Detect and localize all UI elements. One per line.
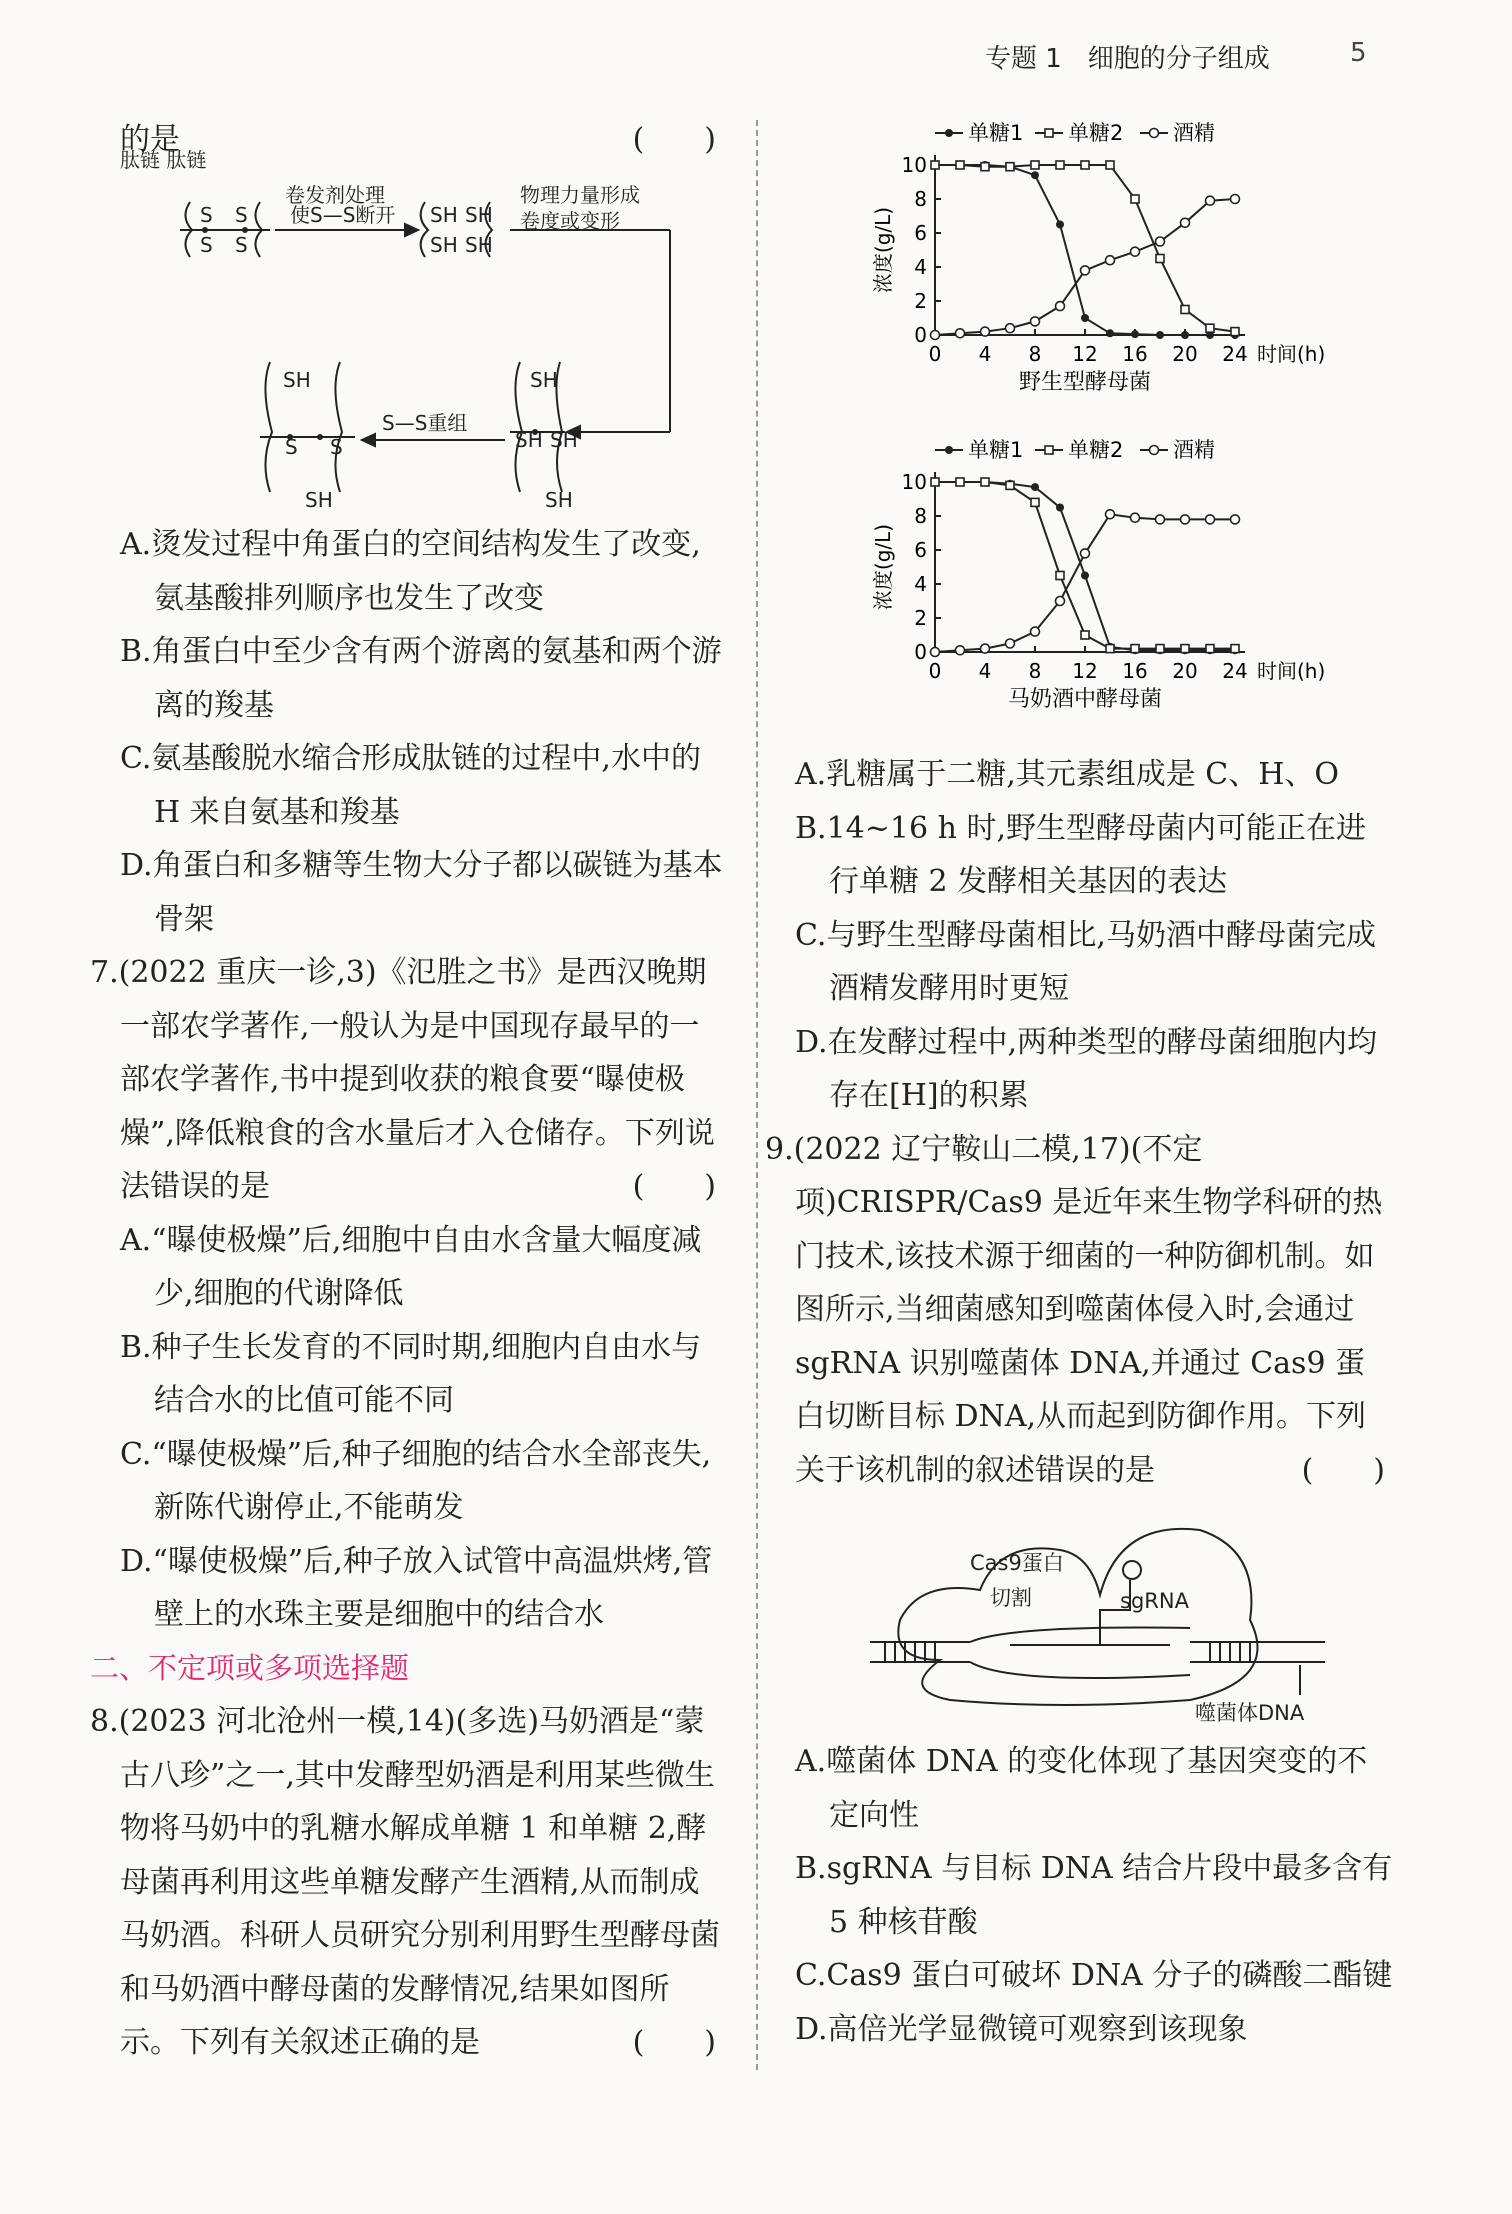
data-point: [1131, 645, 1139, 653]
left-column-body: [90, 518, 726, 2070]
data-point: [1106, 510, 1115, 519]
data-point: [1106, 645, 1114, 653]
data-point: [1181, 645, 1189, 653]
svg-text:S: S: [200, 203, 213, 227]
y-tick-label: 10: [901, 153, 927, 177]
x-tick-label: 4: [978, 342, 992, 366]
x-tick-label: 8: [1028, 342, 1042, 366]
cut-label: 切割: [990, 1586, 1032, 1610]
chart-koumiss-yeast: [840, 432, 1360, 742]
x-tick-label: 20: [1172, 659, 1198, 683]
answer-bracket: ( ): [632, 1169, 716, 1204]
data-point: [1081, 161, 1089, 169]
data-point: [1056, 161, 1064, 169]
data-point: [1181, 218, 1190, 227]
legend-entry-1: [1035, 438, 1123, 462]
svg-text:S: S: [235, 203, 248, 227]
q9-option-c[interactable]: C.Cas9 蛋白可破坏 DNA 分子的磷酸二酯键: [795, 1958, 1393, 1993]
data-point: [956, 478, 964, 486]
answer-bracket: ( ): [632, 122, 716, 157]
data-point: [1231, 328, 1239, 336]
data-point: [1056, 597, 1065, 606]
step2-label-b: 卷度或变形: [520, 209, 620, 233]
series-line: [935, 482, 1235, 649]
data-point: [1106, 256, 1115, 265]
x-tick-label: 16: [1122, 659, 1148, 683]
legend-label: 酒精: [1173, 438, 1215, 462]
legend-entry-0: [935, 121, 1023, 145]
data-point: [1206, 196, 1215, 205]
data-point: [1131, 195, 1139, 203]
series-line: [935, 165, 1235, 335]
data-point: [1231, 645, 1239, 653]
x-axis-label: 时间(h): [1257, 659, 1326, 683]
data-point: [945, 446, 953, 454]
data-point: [1056, 302, 1065, 311]
x-tick-label: 0: [928, 342, 942, 366]
data-point: [1056, 221, 1064, 229]
y-tick-label: 0: [914, 323, 927, 347]
q6-option-d[interactable]: D.角蛋白和多糖等生物大分子都以碳链为基本骨架: [120, 848, 723, 937]
data-point: [1156, 515, 1165, 524]
svg-text:S: S: [235, 233, 248, 257]
crispr-diagram: [860, 1510, 1340, 1730]
x-tick-label: 24: [1222, 342, 1248, 366]
legend-entry-0: [935, 438, 1023, 462]
series-line: [935, 165, 1235, 332]
data-point: [1045, 129, 1053, 137]
data-point: [931, 331, 940, 340]
data-point: [1006, 163, 1014, 171]
data-point: [1131, 330, 1139, 338]
data-point: [1006, 481, 1014, 489]
data-point: [931, 648, 940, 657]
step1-label-b: 使S—S断开: [290, 203, 396, 227]
chart-wild-type: [840, 115, 1360, 425]
svg-text:SH: SH: [515, 428, 543, 452]
data-point: [1231, 195, 1240, 204]
y-tick-label: 4: [914, 255, 927, 279]
y-tick-label: 8: [914, 504, 927, 528]
legend-entry-1: [1035, 121, 1123, 145]
data-point: [1056, 504, 1064, 512]
series-0: [931, 161, 1239, 339]
data-point: [1150, 446, 1159, 455]
data-point: [1031, 498, 1039, 506]
data-point: [1156, 331, 1164, 339]
data-point: [1056, 572, 1064, 580]
x-tick-label: 16: [1122, 342, 1148, 366]
data-point: [1131, 513, 1140, 522]
data-point: [1206, 324, 1214, 332]
data-point: [1131, 247, 1140, 256]
data-point: [1031, 627, 1040, 636]
q6-option-b[interactable]: B.角蛋白中至少含有两个游离的氨基和两个游离的羧基: [120, 634, 722, 723]
data-point: [1231, 515, 1240, 524]
data-point: [981, 644, 990, 653]
right-column-options: [795, 1735, 1395, 2056]
q8-option-b[interactable]: B.14~16 h 时,野生型酵母菌内可能正在进行单糖 2 发酵相关基因的表达: [795, 810, 1366, 899]
y-tick-label: 4: [914, 572, 927, 596]
y-tick-label: 2: [914, 606, 927, 630]
legend-label: 单糖2: [1068, 438, 1124, 462]
data-point: [1181, 515, 1190, 524]
x-tick-label: 12: [1072, 342, 1098, 366]
data-point: [1081, 631, 1089, 639]
data-point: [1081, 266, 1090, 275]
step3-label: S—S重组: [382, 411, 468, 435]
data-point: [931, 161, 939, 169]
svg-text:SH: SH: [305, 488, 333, 512]
running-header: [985, 38, 1270, 75]
data-point: [1156, 255, 1164, 263]
answer-bracket: ( ): [1301, 1452, 1385, 1488]
svg-text:S: S: [200, 233, 213, 257]
series-1: [931, 478, 1239, 653]
data-point: [981, 163, 989, 171]
q7-option-a[interactable]: A.“曝使极燥”后,细胞中自由水含量大幅度减少,细胞的代谢降低: [120, 1222, 702, 1311]
x-tick-label: 12: [1072, 659, 1098, 683]
q9-option-d[interactable]: D.高倍光学显微镜可观察到该现象: [795, 2011, 1248, 2047]
left-column: [120, 113, 726, 167]
legend-label: 单糖1: [968, 438, 1024, 462]
q6-stem-tail: 的是 ( ): [120, 113, 726, 167]
q7-option-c[interactable]: C.“曝使极燥”后,种子细胞的结合水全部丧失,新陈代谢停止,不能萌发: [120, 1436, 712, 1525]
data-point: [1006, 324, 1015, 333]
svg-text:SH: SH: [430, 233, 458, 257]
right-column: [765, 748, 1395, 1497]
q6-option-a[interactable]: A.烫发过程中角蛋白的空间结构发生了改变,氨基酸排列顺序也发生了改变: [120, 527, 701, 616]
y-tick-label: 2: [914, 289, 927, 313]
data-point: [1045, 446, 1053, 454]
legend-label: 酒精: [1173, 121, 1215, 145]
y-axis-label: 浓度(g/L): [871, 206, 895, 294]
q7-stem: 7.(2022 重庆一诊,3)《氾胜之书》是西汉晚期一部农学著作,一般认为是中国现存最早的一部农学著作,书中提到收获的粮食要“曝使极燥”,降低粮食的含水量后才入仓储存。下列说法错误的是 ( ): [90, 946, 726, 1214]
x-tick-label: 24: [1222, 659, 1248, 683]
y-tick-label: 6: [914, 538, 927, 562]
svg-text:SH: SH: [465, 203, 493, 227]
step1-label-a: 卷发剂处理: [285, 183, 385, 207]
data-point: [1106, 329, 1114, 337]
legend-entry-2: [1140, 121, 1215, 145]
svg-text:SH: SH: [283, 368, 311, 392]
svg-text:S: S: [330, 435, 343, 459]
data-point: [1156, 237, 1165, 246]
svg-text:SH: SH: [545, 488, 573, 512]
chart-title: 马奶酒中酵母菌: [1007, 687, 1163, 712]
x-tick-label: 0: [928, 659, 942, 683]
data-point: [1156, 645, 1164, 653]
data-point: [956, 329, 965, 338]
q9-stem: 9.(2022 辽宁鞍山二模,17)(不定项)CRISPR/Cas9 是近年来生物学科研的热门技术,该技术源于细菌的一种防御机制。如图所示,当细菌感知到噬菌体侵入时,会通过 sgRNA 识别噬菌体 DNA,并通过 Cas9 蛋白切断目标 DNA,从而起到防御作用。下列关于该机制的叙述错误的是 ( ): [765, 1123, 1395, 1498]
data-point: [1181, 306, 1189, 314]
step2-label-a: 物理力量形成: [520, 183, 640, 207]
sgrna-label: sgRNA: [1120, 1589, 1189, 1613]
chapter-title: 专题 1 细胞的分子组成: [985, 44, 1270, 74]
x-tick-label: 4: [978, 659, 992, 683]
svg-text:SH: SH: [550, 428, 578, 452]
data-point: [1150, 129, 1159, 138]
series-line: [935, 482, 1235, 650]
q6-option-c[interactable]: C.氨基酸脱水缩合形成肽链的过程中,水中的 H 来自氨基和羧基: [120, 741, 701, 830]
data-point: [1031, 317, 1040, 326]
data-point: [1031, 161, 1039, 169]
chain-label: 肽链 肽链: [120, 148, 207, 172]
q9-option-a[interactable]: A.噬菌体 DNA 的变化体现了基因突变的不定向性: [795, 1744, 1368, 1833]
svg-text:SH: SH: [430, 203, 458, 227]
q7-option-b[interactable]: B.种子生长发育的不同时期,细胞内自由水与结合水的比值可能不同: [120, 1329, 702, 1418]
page-number: 5: [1350, 38, 1367, 68]
data-point: [1031, 171, 1039, 179]
legend-entry-2: [1140, 438, 1215, 462]
y-axis-label: 浓度(g/L): [871, 523, 895, 611]
x-tick-label: 8: [1028, 659, 1042, 683]
svg-text:SH: SH: [530, 368, 558, 392]
q8-option-a[interactable]: A.乳糖属于二糖,其元素组成是 C、H、O: [795, 757, 1339, 792]
data-point: [1081, 549, 1090, 558]
svg-text:S: S: [285, 435, 298, 459]
q8-stem: 8.(2023 河北沧州一模,14)(多选)马奶酒是“蒙古八珍”之一,其中发酵型奶酒是利用某些微生物将马奶中的乳糖水解成单糖 1 和单糖 2,酵母菌再利用这些单糖发酵产生酒精,从而制成马奶酒。科研人员研究分别利用野生型酵母菌和马奶酒中酵母菌的发酵情况,结果如图所示。下列有关叙述正确的是 ( ): [90, 1695, 726, 2070]
q7-option-d[interactable]: D.“曝使极燥”后,种子放入试管中高温烘烤,管壁上的水珠主要是细胞中的结合水: [120, 1543, 713, 1632]
data-point: [1006, 639, 1015, 648]
x-axis-label: 时间(h): [1257, 342, 1326, 366]
column-divider: [756, 120, 758, 2070]
y-tick-label: 6: [914, 221, 927, 245]
data-point: [1206, 645, 1214, 653]
svg-text:SH: SH: [465, 233, 493, 257]
chart-title: 野生型酵母菌: [1018, 370, 1152, 395]
legend-label: 单糖2: [1068, 121, 1124, 145]
data-point: [956, 161, 964, 169]
data-point: [1031, 483, 1039, 491]
q8-option-c[interactable]: C.与野生型酵母菌相比,马奶酒中酵母菌完成酒精发酵用时更短: [795, 917, 1376, 1006]
cas9-label: Cas9蛋白: [970, 1551, 1064, 1575]
data-point: [1081, 314, 1089, 322]
y-tick-label: 8: [914, 187, 927, 211]
data-point: [931, 478, 939, 486]
series-0: [931, 478, 1239, 654]
data-point: [981, 478, 989, 486]
data-point: [1181, 331, 1189, 339]
y-tick-label: 10: [901, 470, 927, 494]
data-point: [1106, 161, 1114, 169]
y-tick-label: 0: [914, 640, 927, 664]
data-point: [981, 327, 990, 336]
legend-label: 单糖1: [968, 121, 1024, 145]
data-point: [945, 129, 953, 137]
data-point: [1081, 572, 1089, 580]
phage-dna-label: 噬菌体DNA: [1195, 1701, 1305, 1725]
series-1: [931, 161, 1239, 336]
section-title: 二、不定项或多项选择题: [90, 1650, 410, 1685]
q8-option-d[interactable]: D.在发酵过程中,两种类型的酵母菌细胞内均存在[H]的积累: [795, 1024, 1378, 1113]
x-tick-label: 20: [1172, 342, 1198, 366]
keratin-perm-diagram: [120, 148, 690, 512]
answer-bracket: ( ): [632, 2025, 716, 2060]
data-point: [956, 646, 965, 655]
q9-option-b[interactable]: B.sgRNA 与目标 DNA 结合片段中最多含有 5 种核苷酸: [795, 1851, 1393, 1940]
data-point: [1206, 515, 1215, 524]
